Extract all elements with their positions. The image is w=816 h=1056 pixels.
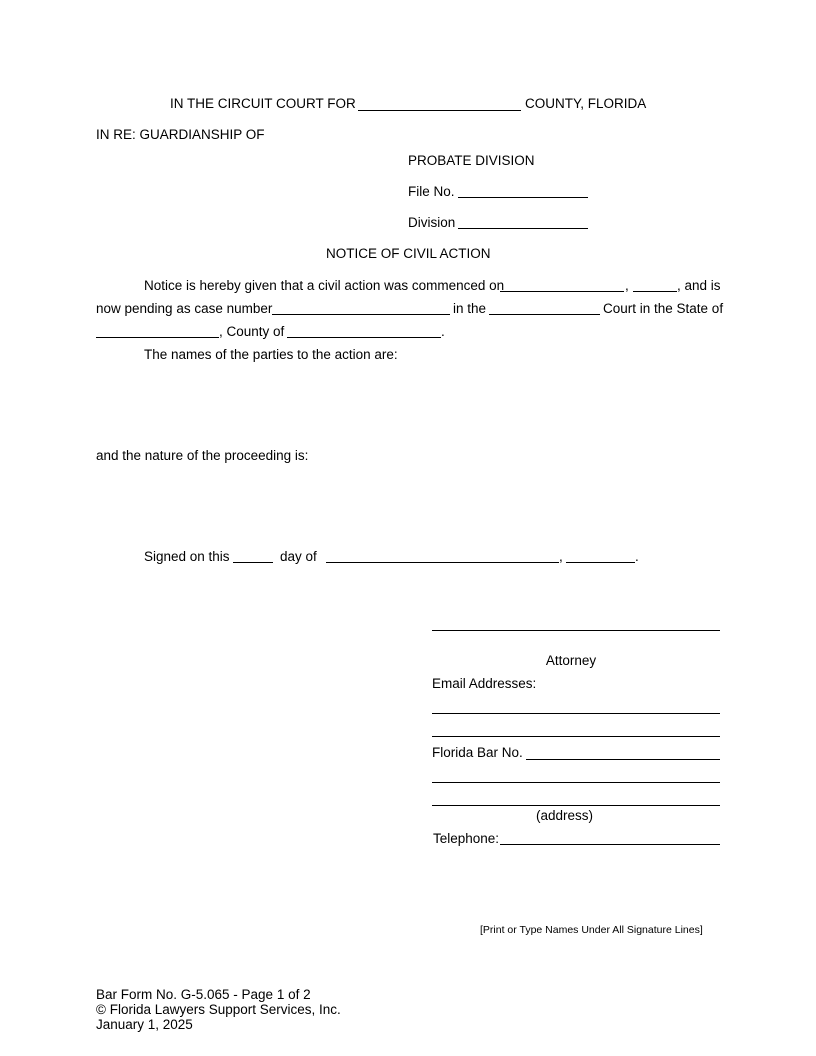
telephone-label: Telephone: xyxy=(433,831,500,846)
bar-no-label: Florida Bar No. xyxy=(432,745,523,760)
p1-and-is: , and is xyxy=(677,278,721,293)
address-label: (address) xyxy=(536,808,594,823)
p3-county-of: , County of xyxy=(219,324,285,339)
signed-year-blank[interactable] xyxy=(566,562,635,563)
email-line-2[interactable] xyxy=(432,736,720,737)
division-label: Division xyxy=(408,215,456,230)
footer-copyright: © Florida Lawyers Support Services, Inc. xyxy=(96,1002,341,1017)
attorney-label: Attorney xyxy=(545,653,597,668)
county-blank[interactable] xyxy=(358,110,521,111)
email-label: Email Addresses: xyxy=(432,676,537,691)
court-suffix: COUNTY, FLORIDA xyxy=(525,96,647,111)
p1-text: Notice is hereby given that a civil action was commenced on xyxy=(144,278,505,293)
telephone-blank[interactable] xyxy=(500,844,720,845)
email-line-1[interactable] xyxy=(432,713,720,714)
print-note: [Print or Type Names Under All Signature Lines] xyxy=(480,924,703,936)
p2-court-state: Court in the State of xyxy=(603,301,724,316)
division-blank[interactable] xyxy=(458,228,588,229)
nature-text: and the nature of the proceeding is: xyxy=(96,448,309,463)
commenced-year-blank[interactable] xyxy=(633,291,677,292)
address-line-2[interactable] xyxy=(432,805,720,806)
file-no-blank[interactable] xyxy=(458,197,588,198)
signed-on-this: Signed on this xyxy=(144,549,230,564)
footer-date: January 1, 2025 xyxy=(96,1017,193,1032)
p2-in-the: in the xyxy=(453,301,487,316)
probate-division: PROBATE DIVISION xyxy=(408,153,535,168)
p1-comma: , xyxy=(625,278,629,293)
p2-text: now pending as case number xyxy=(96,301,273,316)
p3-period: . xyxy=(441,324,445,339)
court-prefix: IN THE CIRCUIT COURT FOR xyxy=(170,96,356,111)
signed-period: . xyxy=(635,549,639,564)
attorney-signature-line[interactable] xyxy=(432,630,720,631)
parties-text: The names of the parties to the action are: xyxy=(144,347,398,362)
signed-day-of: day of xyxy=(280,549,317,564)
court-name-blank[interactable] xyxy=(489,314,600,315)
case-number-blank[interactable] xyxy=(272,314,450,315)
footer-form-no: Bar Form No. G-5.065 - Page 1 of 2 xyxy=(96,987,311,1002)
in-re-label: IN RE: GUARDIANSHIP OF xyxy=(96,127,265,142)
county-of-blank[interactable] xyxy=(287,337,441,338)
file-no-label: File No. xyxy=(408,184,455,199)
signed-day-blank[interactable] xyxy=(233,562,273,563)
signed-comma: , xyxy=(559,549,563,564)
address-line-1[interactable] xyxy=(432,782,720,783)
bar-no-blank[interactable] xyxy=(526,759,720,760)
commenced-date-blank[interactable] xyxy=(500,291,624,292)
state-blank[interactable] xyxy=(96,337,219,338)
signed-month-blank[interactable] xyxy=(326,562,559,563)
document-title: NOTICE OF CIVIL ACTION xyxy=(326,246,491,261)
